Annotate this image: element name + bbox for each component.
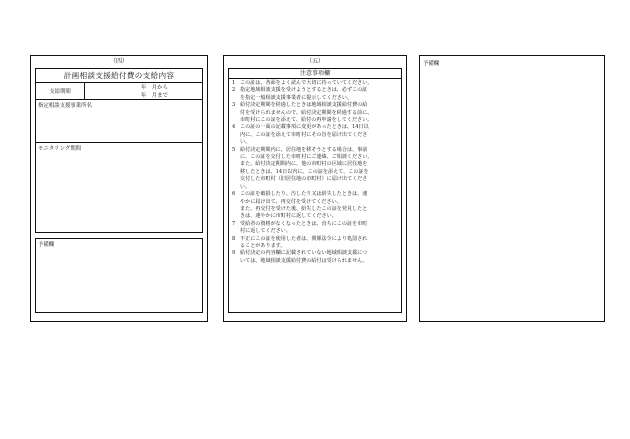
notice-item-line: 給付決定の内容欄に記載されていない地域相談支援につ xyxy=(240,250,368,257)
notice-item-number: 3 xyxy=(232,102,236,109)
notice-heading: 注意事項欄 xyxy=(229,69,401,79)
notice-item-number: 4 xyxy=(232,124,236,131)
notice-item-line: に、この証を交付した市町村にご連絡、ご相談ください。 xyxy=(240,154,373,161)
notice-item-number: 5 xyxy=(232,146,236,153)
notice-item-line: い。 xyxy=(240,139,251,146)
notice-item-line: 内に、この証を添えて市町村にその旨を届け出てくださ xyxy=(240,131,368,138)
notice-item-line: この証は、各面をよく読んで大切に持っていてください。 xyxy=(240,80,373,86)
monitoring-label: モニタリング期間 xyxy=(38,146,82,152)
notice-item-text xyxy=(240,191,398,221)
notice-item-text xyxy=(240,87,398,102)
agency-label: 指定相談支援事業所名 xyxy=(38,103,92,109)
notice-item-line: 給付決定期間を経過したときは地域相談支援給付費の給 xyxy=(240,102,368,109)
notice-item-number: 9 xyxy=(232,250,236,257)
notice-item-number: 8 xyxy=(232,235,236,242)
notice-item-line: 付を受けられませんので、給付決定期間を経過する前に、 xyxy=(240,109,373,116)
notice-item-line: この証を破損したり、汚したり又は紛失したときは、速 xyxy=(240,191,368,198)
notice-item-number: 2 xyxy=(232,87,236,94)
panel-four xyxy=(30,55,208,322)
payment-period-row xyxy=(36,83,202,100)
notice-item-line: 不正にこの証を使用した者は、関係法令により処罰され xyxy=(240,235,368,242)
notice-list xyxy=(229,79,401,265)
monitoring-field xyxy=(36,143,202,180)
notice-item-line: いては、地域相談支援給付費の給付は受けられません。 xyxy=(240,257,368,264)
notice-item-text xyxy=(240,124,398,146)
panel-five xyxy=(223,55,407,322)
notice-item-text xyxy=(240,102,398,124)
notice-item-line: 移したときは、14日以内に、この証を添えて、この証を xyxy=(240,168,369,175)
panel-four-notes-box xyxy=(35,238,203,313)
panel-four-notes-label: 予備欄 xyxy=(38,242,55,248)
panel-six-notes-label: 予備欄 xyxy=(423,61,440,67)
panel-four-title: （四） xyxy=(109,58,128,65)
notice-item-line: 村に返してください。 xyxy=(240,228,291,235)
notice-item-text xyxy=(240,236,398,251)
payment-period-values xyxy=(85,83,202,99)
notice-item-number: 6 xyxy=(232,191,236,198)
period-to: 年 月まで xyxy=(141,93,168,99)
notice-item xyxy=(232,102,398,124)
notice-item-line: を指定一般相談支援事業者に提示してください。 xyxy=(240,94,353,101)
notice-item-line: また、給付決定期間内に、他の市町村の区域に居住地を xyxy=(240,161,368,168)
notice-item-line: きは、速やかに市町村に返してください。 xyxy=(240,213,337,220)
notice-item-number: 1 xyxy=(232,80,236,86)
notice-item-line: 受給者の資格がなくなったときは、直ちにこの証を市町 xyxy=(240,220,368,227)
notice-item xyxy=(232,221,398,236)
notice-item-line: 市町村にこの証を添えて、給付の再申請をしてください。 xyxy=(240,117,373,124)
notice-item-line: 指定地域相談支援を受けようとするときは、必ずこの証 xyxy=(240,87,368,94)
notice-box xyxy=(228,68,402,313)
notice-item-line: この証の一面の記載事項に変更があったときは、14日以 xyxy=(240,124,369,131)
notice-item-line: 給付決定期間内に、居住地を移そうとする場合は、事前 xyxy=(240,146,368,153)
support-content-box xyxy=(35,68,203,233)
notice-item xyxy=(232,87,398,102)
notice-item-line: い。 xyxy=(240,183,251,190)
payment-period-label: 支給期間 xyxy=(36,83,85,99)
notice-item xyxy=(232,236,398,251)
notice-item xyxy=(232,124,398,146)
notice-item-text xyxy=(240,250,398,265)
notice-item-text xyxy=(240,221,398,236)
notice-item-line: また、再交付を受けた後、紛失したこの証を発見したと xyxy=(240,205,368,212)
notice-item-number: 7 xyxy=(232,220,236,227)
notice-item-line: ることがあります。 xyxy=(240,242,286,249)
period-from: 年 月から xyxy=(141,85,168,91)
notice-item-text xyxy=(240,147,398,191)
panel-five-title: （五） xyxy=(305,58,324,65)
panel-six xyxy=(419,55,605,322)
notice-item xyxy=(232,147,398,191)
agency-field xyxy=(36,100,202,143)
notice-item xyxy=(232,191,398,221)
notice-item-line: 交付した市町村（旧居住地の市町村）に届け出てくださ xyxy=(240,176,368,183)
notice-item xyxy=(232,250,398,265)
notice-item-line: やかに届け出て、再交付を受けてください。 xyxy=(240,198,342,205)
support-content-heading: 計画相談支援給付費の支給内容 xyxy=(36,69,202,83)
